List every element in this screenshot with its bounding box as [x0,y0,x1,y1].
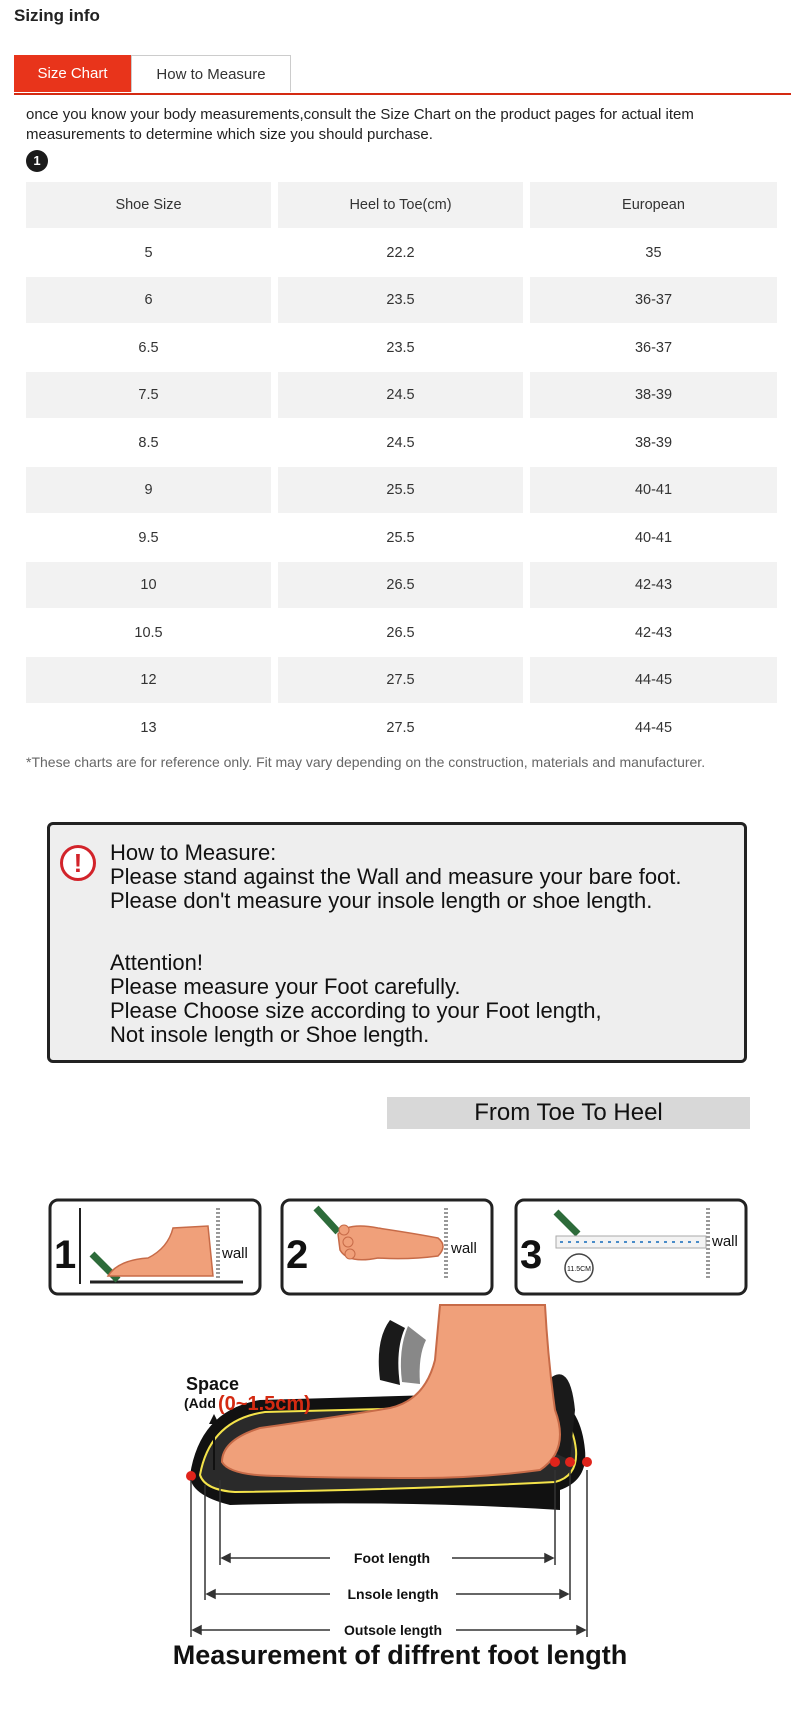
table-cell: 8.5 [138,434,159,451]
page-title: Sizing info [14,6,100,25]
table-cell: 40-41 [530,467,777,513]
reference-note: *These charts are for reference only. Fit may vary depending on the construction, materials and manufacturer. [26,754,706,770]
foot-length-diagram [0,1300,800,1640]
table-cell: 35 [645,244,662,261]
table-cell: 9.5 [138,529,159,546]
table-row [26,657,777,703]
table-cell: 26.5 [386,624,415,641]
table-row [26,467,777,513]
table-cell: 42-43 [530,562,777,608]
warning-icon: ! [60,845,96,881]
table-cell: 42-43 [634,624,673,641]
table-cell: 22.2 [386,244,415,261]
table-header-row [26,182,777,228]
step-number: 2 [286,1233,309,1277]
table-row [26,420,777,466]
table-row [26,515,777,561]
measuring-steps-illustration [48,1198,750,1298]
insole-length-label: Lnsole length [347,1586,439,1602]
outsole-length-label: Outsole length [344,1622,442,1638]
attention-line: Not insole length or Shoe length. [110,1022,430,1047]
table-cell: 36-37 [530,277,777,323]
attention-line: Please measure your Foot carefully. [110,974,461,999]
table-cell: 5 [144,244,153,261]
table-cell: 38-39 [530,372,777,418]
table-cell: 25.5 [386,529,415,546]
table-cell: 27.5 [278,657,523,703]
table-cell: 44-45 [530,657,777,703]
attention-heading: Attention! [110,950,203,975]
step-badge: 1 [26,150,48,172]
table-row [26,277,777,323]
add-label: (Add [184,1395,216,1411]
step-number: 1 [54,1233,77,1277]
wall-label: wall [222,1245,248,1262]
space-label: Space [186,1374,240,1394]
table-row [26,562,777,608]
table-cell: 13 [140,719,157,736]
table-cell: 27.5 [386,719,415,736]
table-cell: 7.5 [26,372,271,418]
measure-line: Please don't measure your insole length or shoe length. [110,888,653,913]
diagram-caption: Measurement of diffrent foot length [172,1640,628,1670]
foot-length-label: Foot length [353,1550,431,1566]
table-cell: 10 [26,562,271,608]
step-panel-1 [50,1200,260,1294]
table-cell: 12 [26,657,271,703]
table-cell: 23.5 [386,339,415,356]
toe-to-heel-banner: From Toe To Heel [387,1097,750,1129]
table-cell: 38-39 [634,434,673,451]
table-cell: 24.5 [278,372,523,418]
space-range-label: (0~1.5cm) [218,1393,311,1415]
step-number: 3 [520,1233,543,1277]
table-cell: 44-45 [634,719,673,736]
table-cell: 40-41 [634,529,673,546]
step-panel-2 [282,1200,492,1294]
table-row [26,372,777,418]
table-row [26,325,777,371]
table-row [26,230,777,276]
how-to-measure-box [47,822,747,1063]
table-cell: 23.5 [278,277,523,323]
wall-label: wall [712,1233,738,1250]
table-cell: 6.5 [138,339,159,356]
table-row [26,610,777,656]
table-cell: 10.5 [134,624,163,641]
tab-how-to-measure[interactable]: How to Measure [131,55,291,92]
table-cell: 26.5 [278,562,523,608]
attention-line: Please Choose size according to your Foot length, [110,998,602,1023]
measure-line: Please stand against the Wall and measure your bare foot. [110,864,682,889]
table-cell: 36-37 [634,339,673,356]
intro-text: once you know your body measurements,consult the Size Chart on the product pages for actual item measurements to determine which size you should purchase. [26,106,694,143]
table-row [26,705,777,751]
table-header-cell: European [530,182,777,228]
step-panel-3 [516,1200,746,1294]
table-cell: 6 [26,277,271,323]
table-cell: 24.5 [386,434,415,451]
table-header-cell: Heel to Toe(cm) [278,182,523,228]
tab-bar [14,55,791,95]
table-cell: 25.5 [278,467,523,513]
ruler-reading: 11.5CM [567,1266,591,1273]
tab-size-chart[interactable]: Size Chart [14,55,131,92]
table-header-cell: Shoe Size [26,182,271,228]
wall-label: wall [451,1240,477,1257]
measure-heading: How to Measure: [110,840,277,865]
table-cell: 9 [26,467,271,513]
